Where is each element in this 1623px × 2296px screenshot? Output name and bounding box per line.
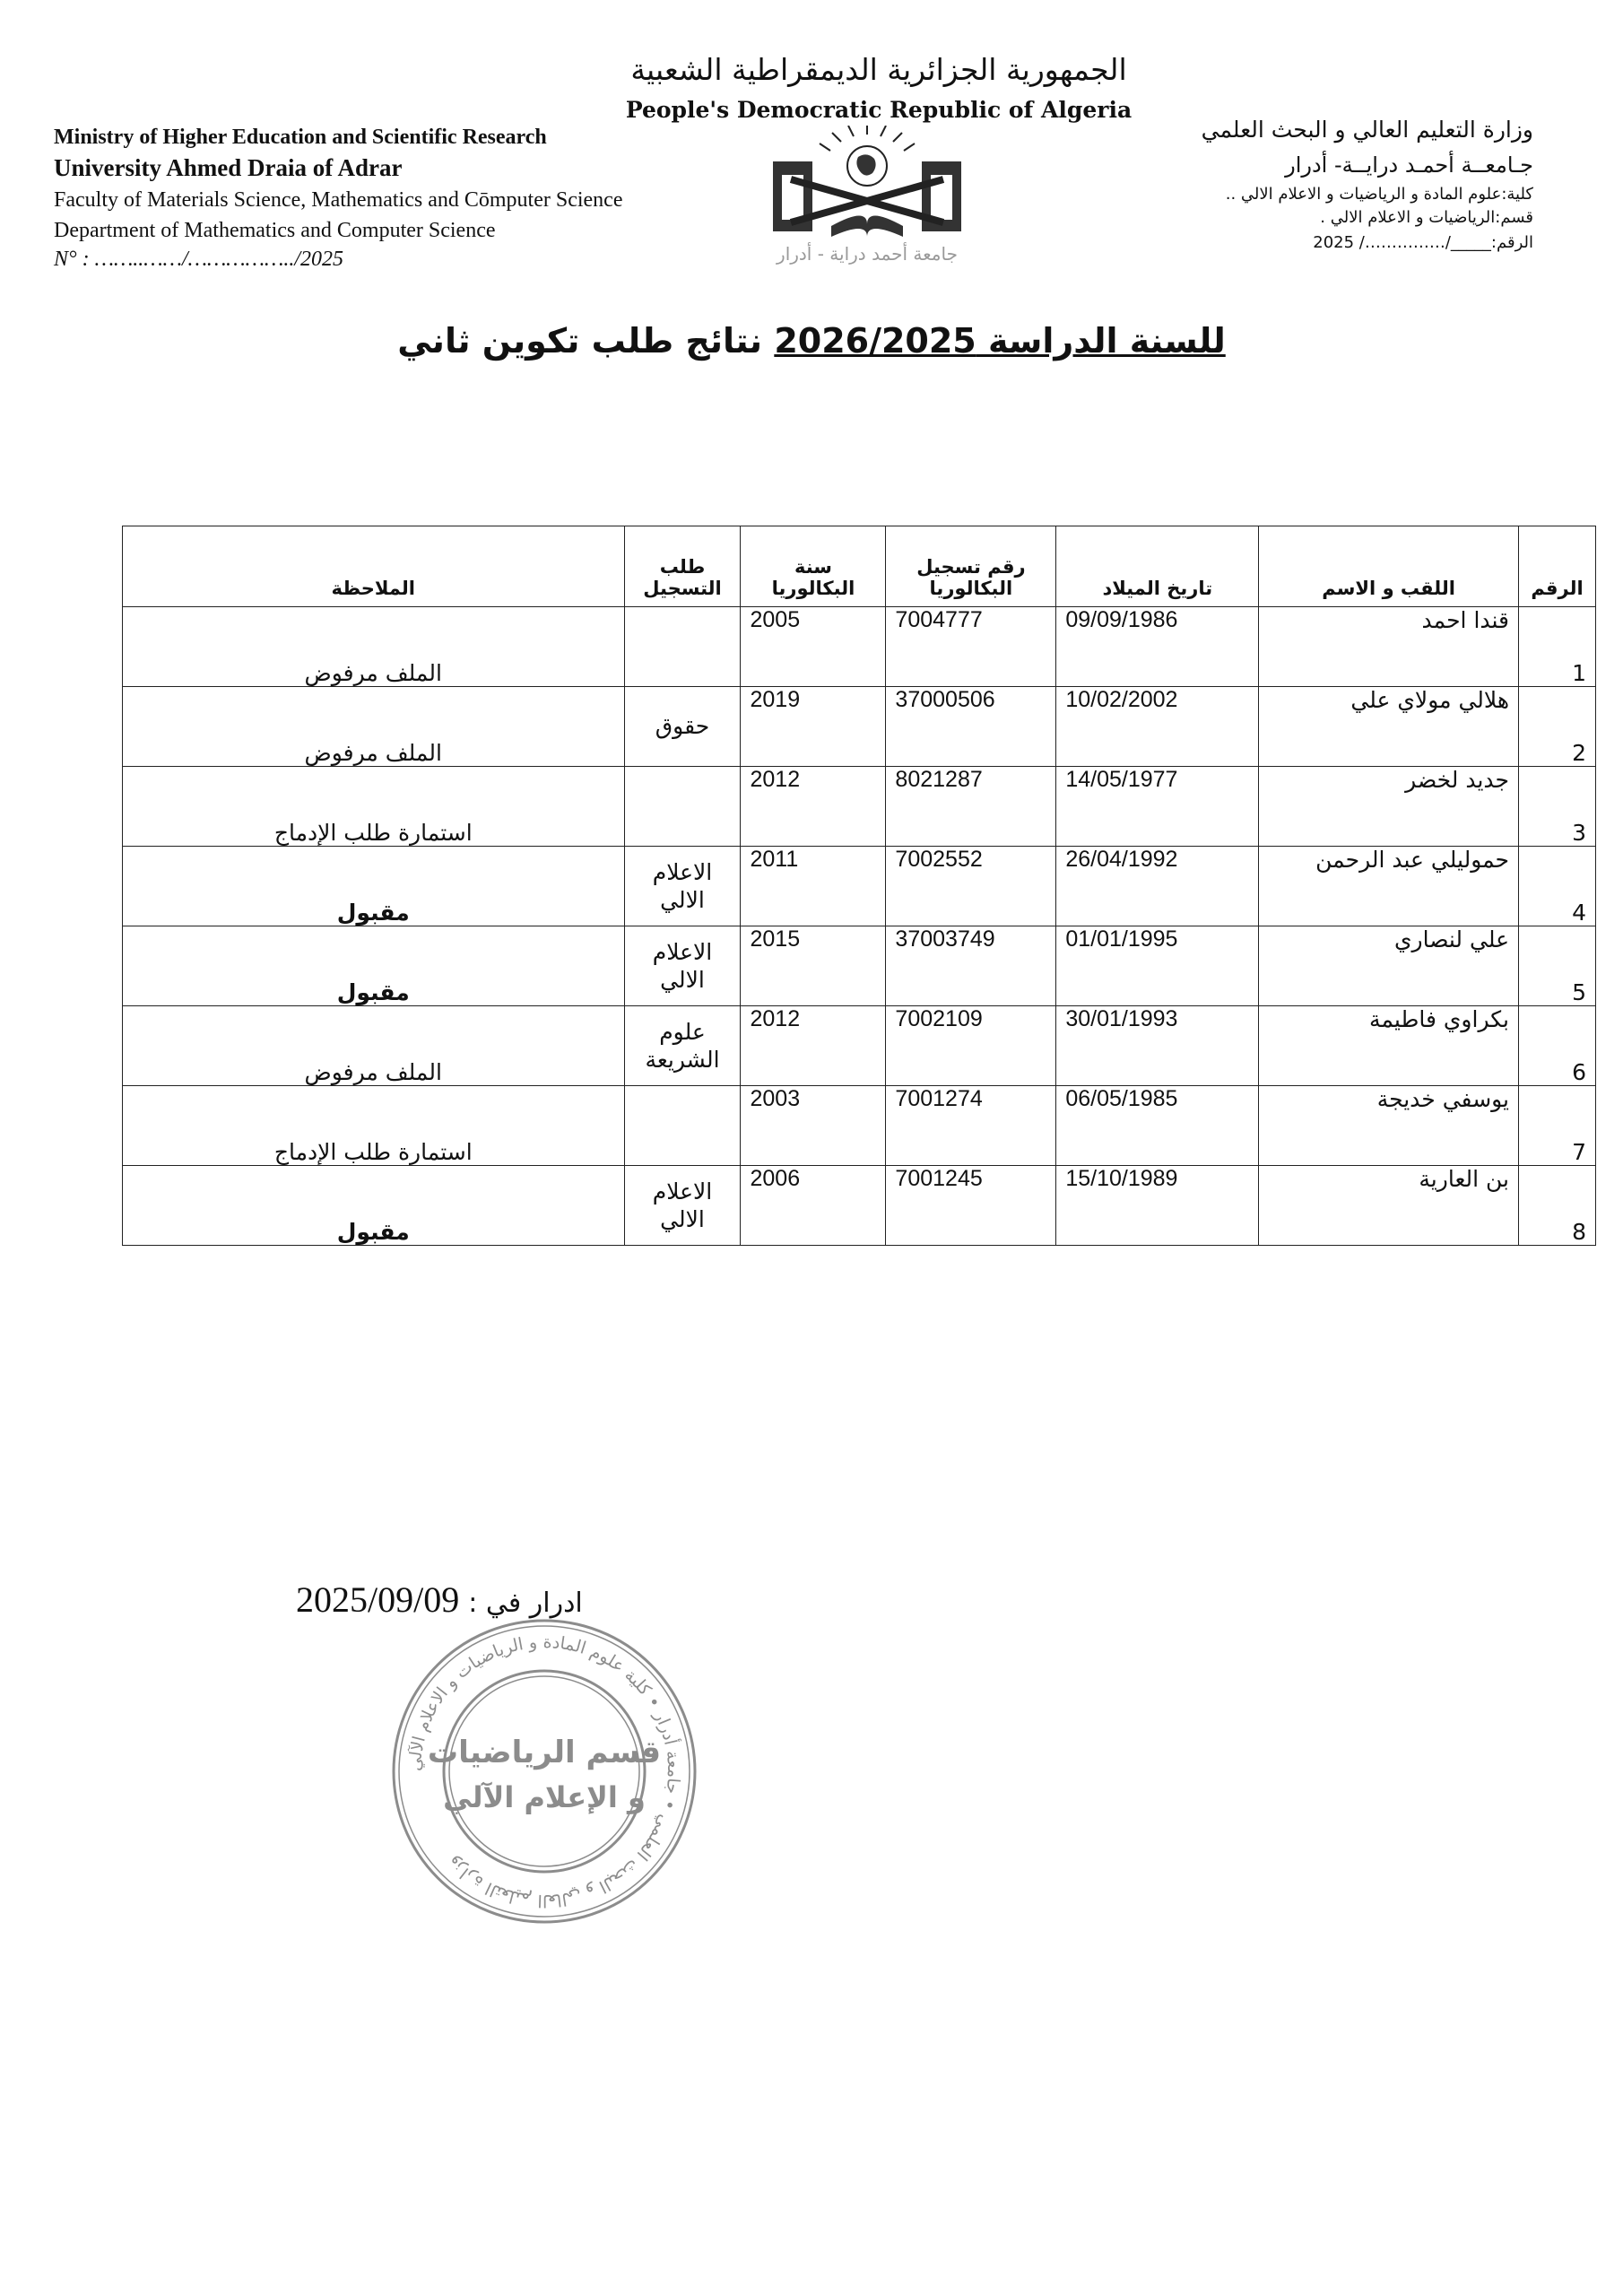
header-ar-country: الجمهورية الجزائرية الديمقراطية الشعبية	[630, 52, 1127, 87]
cell-bac-number: 7002109	[886, 1006, 1056, 1086]
cell-dob: 15/10/1989	[1056, 1166, 1259, 1246]
en-department: Department of Mathematics and Computer Science	[54, 219, 496, 242]
cell-bac-year: 2015	[741, 926, 886, 1006]
cell-bac-number: 7002552	[886, 847, 1056, 926]
cell-note: استمارة طلب الإدماج	[123, 1086, 625, 1166]
cell-name: جديد لخضر	[1259, 767, 1519, 847]
cell-num: 7	[1519, 1086, 1596, 1166]
cell-bac-year: 2012	[741, 767, 886, 847]
cell-bac-year: 2011	[741, 847, 886, 926]
cell-request: الاعلام الالي	[624, 1166, 741, 1246]
table-header-row	[123, 526, 1596, 607]
cell-bac-number: 7001245	[886, 1166, 1056, 1246]
cell-request: حقوق	[624, 687, 741, 767]
cell-name: بكراوي فاطيمة	[1259, 1006, 1519, 1086]
cell-bac-number: 37003749	[886, 926, 1056, 1006]
cell-dob: 10/02/2002	[1056, 687, 1259, 767]
cell-name: علي لنصاري	[1259, 926, 1519, 1006]
cell-num: 2	[1519, 687, 1596, 767]
ar-reference-number: الرقم:_____/……………/ 2025	[1313, 233, 1533, 252]
header-note: الملاحظة	[123, 526, 625, 607]
ar-department: قسم:الرياضيات و الاعلام الالي .	[1320, 208, 1533, 227]
stamp-center-line1: قسم الرياضيات	[427, 1735, 662, 1770]
svg-text:وزارة التعليم العالي و البحث ا	[405, 1632, 683, 1910]
results-table	[122, 526, 1596, 1246]
document-title-prefix: نتائج طلب تكوين ثاني	[397, 321, 763, 361]
cell-request: الاعلام الالي	[624, 847, 741, 926]
cell-note: مقبول	[123, 1166, 625, 1246]
cell-note: مقبول	[123, 926, 625, 1006]
en-university: University Ahmed Draia of Adrar	[54, 154, 403, 181]
cell-bac-year: 2005	[741, 607, 886, 687]
cell-bac-number: 7004777	[886, 607, 1056, 687]
cell-dob: 30/01/1993	[1056, 1006, 1259, 1086]
header-en-country: People's Democratic Republic of Algeria	[625, 97, 1133, 123]
cell-request	[624, 767, 741, 847]
en-faculty: Faculty of Materials Science, Mathematics and Cōmputer Science	[54, 188, 623, 212]
cell-request: علوم الشريعة	[624, 1006, 741, 1086]
cell-num: 5	[1519, 926, 1596, 1006]
cell-dob: 14/05/1977	[1056, 767, 1259, 847]
cell-name: يوسفي خديجة	[1259, 1086, 1519, 1166]
cell-bac-number: 8021287	[886, 767, 1056, 847]
signature-place: ادرار في :	[468, 1587, 583, 1619]
cell-num: 3	[1519, 767, 1596, 847]
cell-num: 8	[1519, 1166, 1596, 1246]
table-row	[123, 1006, 1596, 1086]
header-request: طلب التسجيل	[624, 526, 741, 607]
header-dob: تاريخ الميلاد	[1056, 526, 1259, 607]
cell-name: هلالي مولاي علي	[1259, 687, 1519, 767]
cell-note: الملف مرفوض	[123, 607, 625, 687]
en-reference-number: N° : ……..……/……………../2025	[54, 248, 343, 271]
cell-num: 4	[1519, 847, 1596, 926]
table-row	[123, 607, 1596, 687]
cell-bac-year: 2003	[741, 1086, 886, 1166]
cell-bac-number: 37000506	[886, 687, 1056, 767]
stamp-ring-text: وزارة التعليم العالي و البحث العلمي • جامعة أدرار • كلية علوم المادة و الرياضيات و الاعلام الآلي	[404, 1631, 684, 1911]
logo-caption: جامعة أحمد دراية - أدرار	[777, 243, 958, 265]
cell-name: حموليلي عبد الرحمن	[1259, 847, 1519, 926]
cell-note: استمارة طلب الإدماج	[123, 767, 625, 847]
cell-num: 6	[1519, 1006, 1596, 1086]
cell-dob: 06/05/1985	[1056, 1086, 1259, 1166]
department-stamp-icon	[387, 1614, 701, 1928]
stamp-center-line2: و الإعلام الآلي	[443, 1780, 646, 1814]
table-row	[123, 926, 1596, 1006]
cell-note: الملف مرفوض	[123, 687, 625, 767]
cell-name: قندا احمد	[1259, 607, 1519, 687]
table-row	[123, 1086, 1596, 1166]
cell-note: مقبول	[123, 847, 625, 926]
cell-request	[624, 1086, 741, 1166]
university-logo-icon	[755, 126, 979, 269]
cell-dob: 01/01/1995	[1056, 926, 1259, 1006]
ar-ministry: وزارة التعليم العالي و البحث العلمي	[1201, 117, 1533, 143]
ar-university: جـامعــة أحمـد درايــة- أدرار	[1285, 152, 1533, 178]
cell-request: الاعلام الالي	[624, 926, 741, 1006]
table-row	[123, 767, 1596, 847]
cell-request	[624, 607, 741, 687]
ar-faculty: كلية:علوم المادة و الرياضيات و الاعلام الالي ..	[1225, 185, 1533, 204]
header-bac-year: سنة البكالوريا	[741, 526, 886, 607]
cell-name: بن العارية	[1259, 1166, 1519, 1246]
document-title-underlined: للسنة الدراسة 2026/2025	[774, 321, 1226, 361]
cell-bac-year: 2006	[741, 1166, 886, 1246]
cell-bac-year: 2019	[741, 687, 886, 767]
cell-bac-number: 7001274	[886, 1086, 1056, 1166]
table-row	[123, 1166, 1596, 1246]
en-ministry: Ministry of Higher Education and Scientific Research	[54, 126, 547, 149]
cell-bac-year: 2012	[741, 1006, 886, 1086]
signature-date: 2025/09/09	[296, 1579, 460, 1620]
table-row	[123, 847, 1596, 926]
cell-dob: 09/09/1986	[1056, 607, 1259, 687]
header-name: اللقب و الاسم	[1259, 526, 1519, 607]
cell-dob: 26/04/1992	[1056, 847, 1259, 926]
header-bac-number: رقم تسجيل البكالوريا	[886, 526, 1056, 607]
table-row	[123, 687, 1596, 767]
document-title	[0, 321, 1623, 361]
cell-note: الملف مرفوض	[123, 1006, 625, 1086]
cell-num: 1	[1519, 607, 1596, 687]
header-num: الرقم	[1519, 526, 1596, 607]
